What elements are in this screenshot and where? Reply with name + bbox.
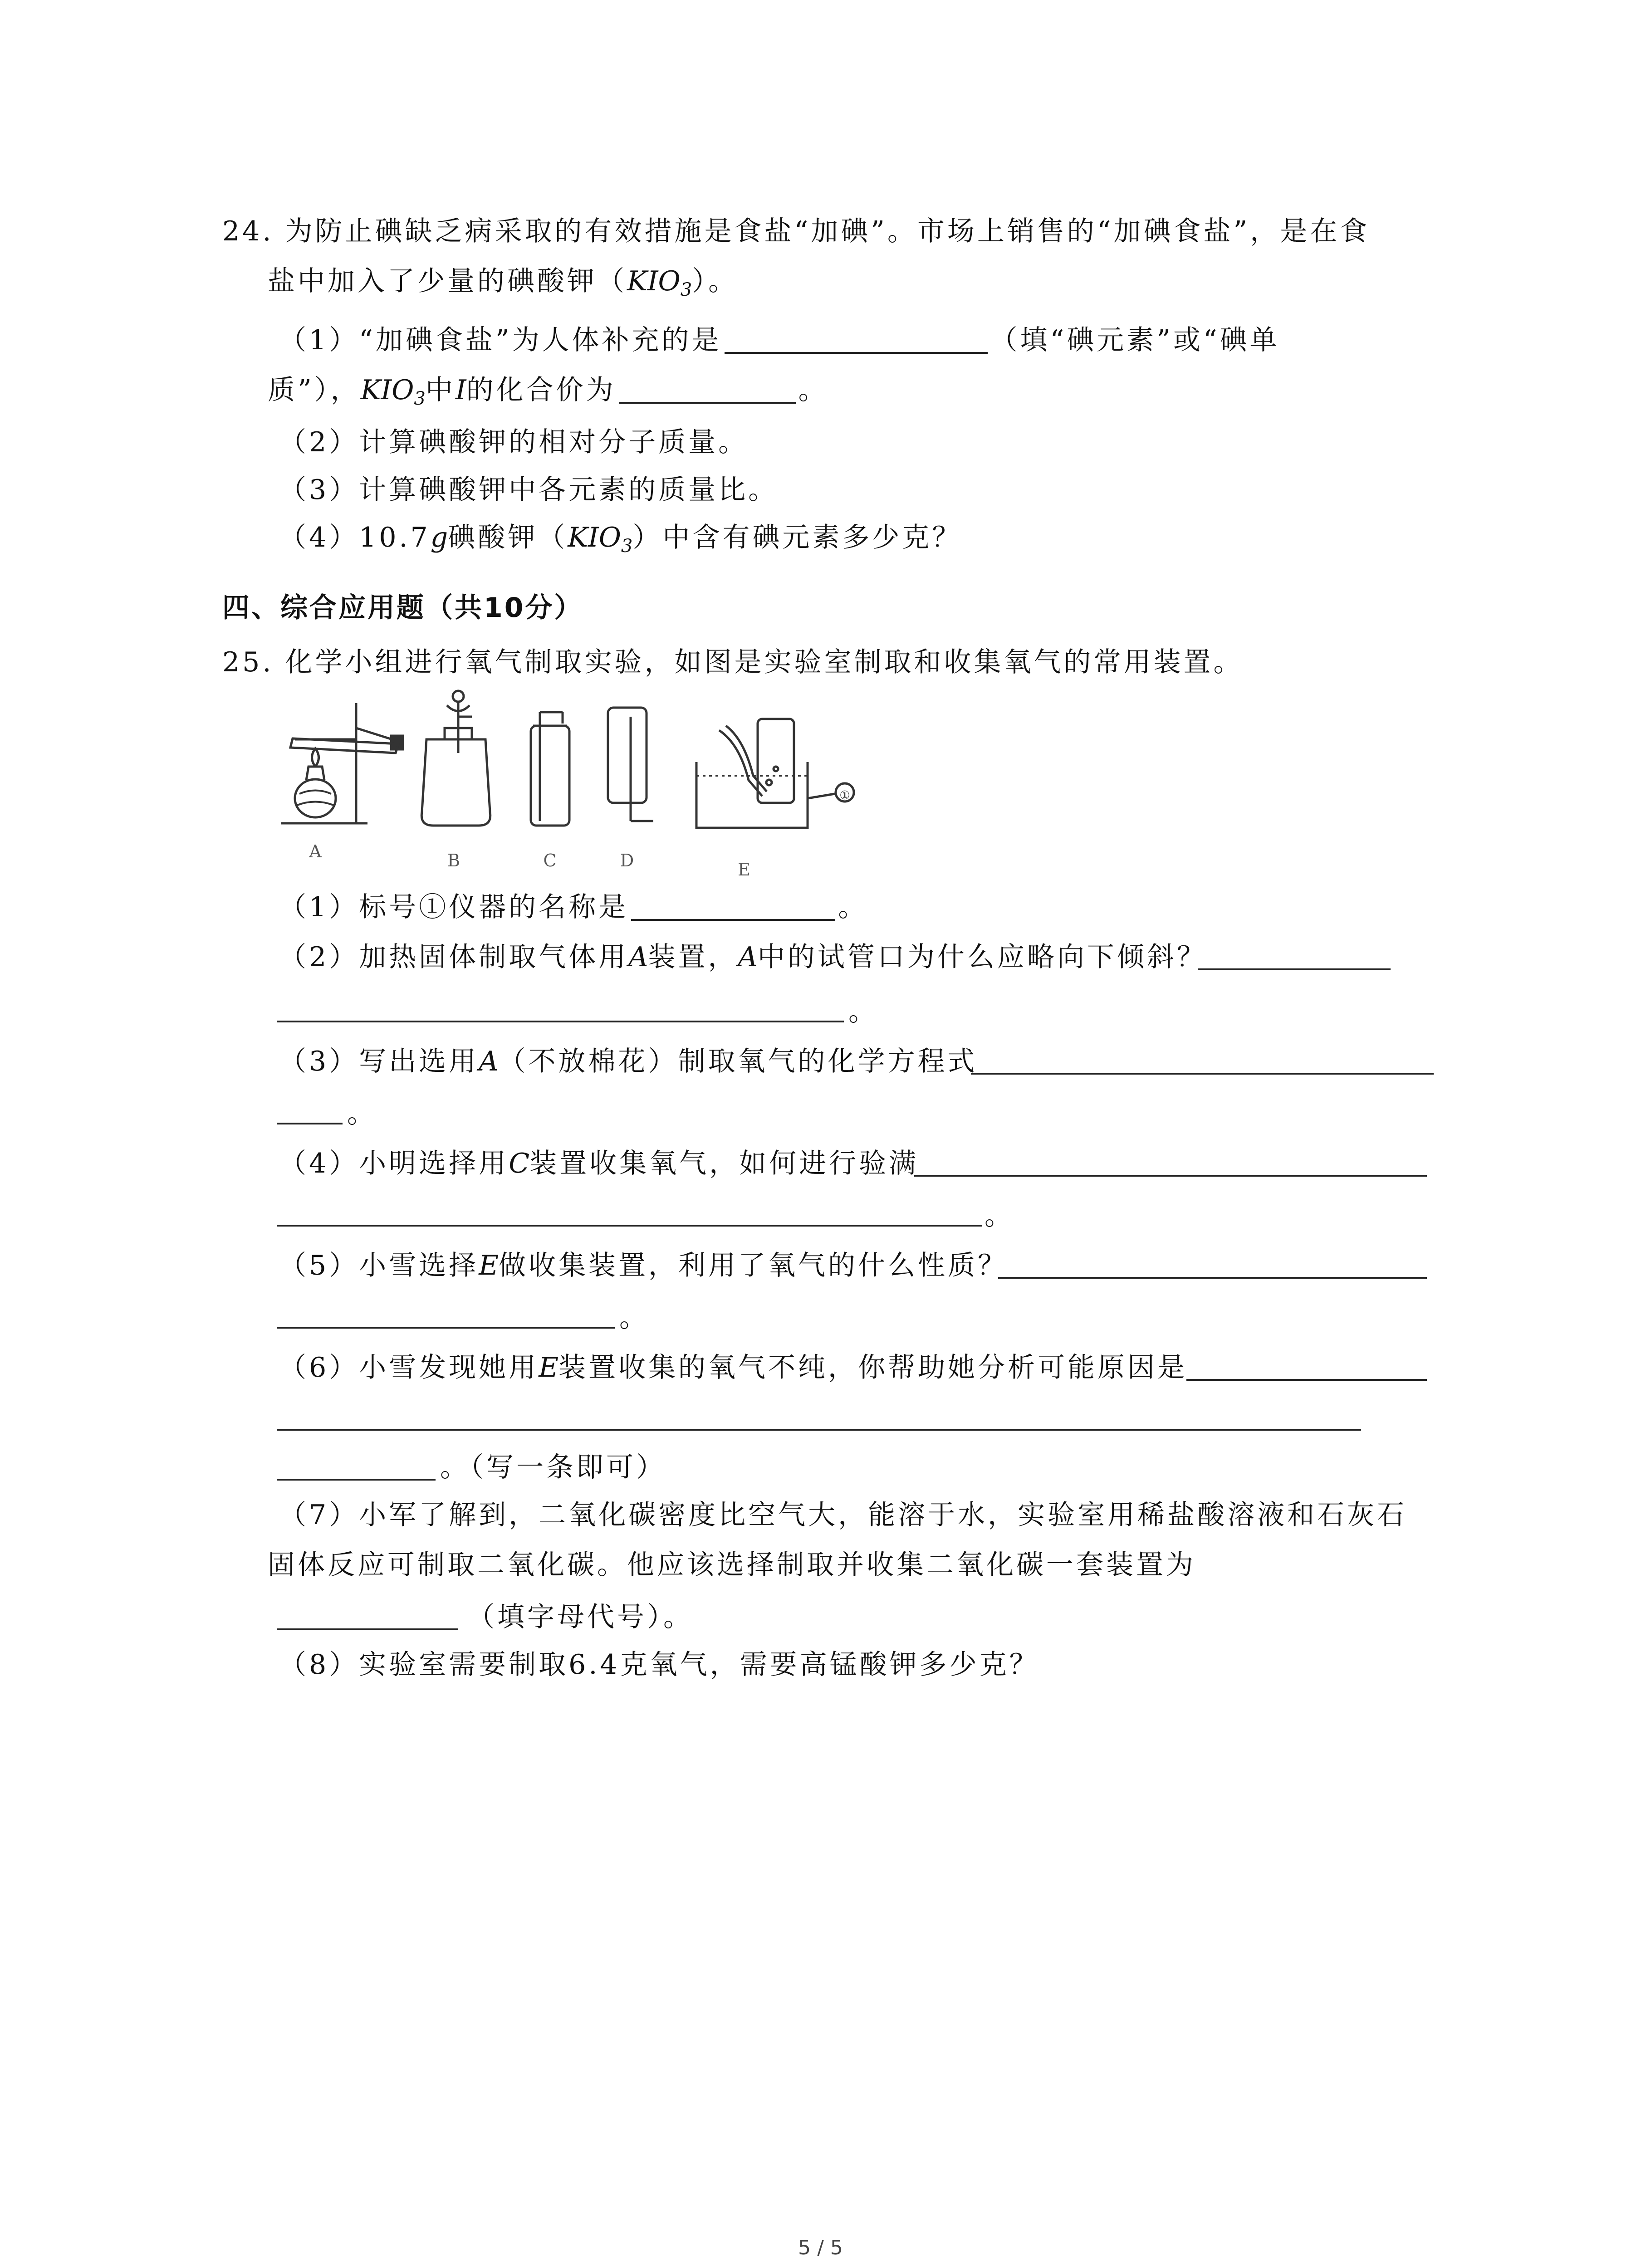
- q25-sub3: （3）写出选用A（不放棉花）制取氧气的化学方程式: [279, 1046, 978, 1077]
- q24-number: 24.: [222, 215, 274, 247]
- q25-sub1-blank[interactable]: [631, 892, 835, 921]
- apparatus-c: [531, 712, 569, 826]
- q25-sub5-blank1[interactable]: [998, 1277, 1427, 1279]
- q24-sub1-line1: （1）“加碘食盐”为人体补充的是 （填“碘元素”或“碘单: [279, 324, 1280, 356]
- q25-number: 25.: [222, 646, 274, 678]
- q24-sub1-line2: 质”），$KIO_3$中I的化合价为 。: [268, 374, 828, 409]
- q25-sub6-blank1[interactable]: [1186, 1379, 1427, 1381]
- q25-sub8: （8）实验室需要制取6.4克氧气，需要高锰酸钾多少克？: [279, 1649, 1039, 1681]
- q25-sub6-blank2[interactable]: [277, 1429, 1361, 1431]
- apparatus-a: [281, 703, 403, 823]
- q25-stem: 25. 化学小组进行氧气制取实验，如图是实验室制取和收集氧气的常用装置。: [222, 646, 1244, 678]
- q25-sub2-blank2[interactable]: [277, 1021, 844, 1022]
- q25-sub4-blank1[interactable]: [914, 1175, 1427, 1177]
- q25-sub4-end: 。: [985, 1200, 1014, 1232]
- q25-sub6: （6）小雪发现她用E装置收集的氧气不纯，你帮助她分析可能原因是: [279, 1352, 1187, 1383]
- q25-sub2-end: 。: [848, 996, 878, 1027]
- figure-label-c: C: [543, 850, 557, 870]
- q25-sub3-end: 。: [347, 1098, 377, 1129]
- q25-sub7-line2: 固体反应可制取二氧化碳。他应该选择制取并收集二氧化碳一套装置为: [268, 1549, 1196, 1581]
- q24-stem-line2: 盐中加入了少量的碘酸钾$(KIO_3)$。: [268, 265, 739, 300]
- q25-sub6-blank3[interactable]: [277, 1479, 436, 1481]
- apparatus-b: [421, 691, 490, 826]
- formula-kio3: $KIO_3$: [360, 374, 426, 409]
- formula-kio3: $KIO_3$: [627, 265, 692, 300]
- q25-sub4: （4）小明选择用C装置收集氧气，如何进行验满: [279, 1148, 919, 1179]
- q24-sub4: （4）10.7g碘酸钾$(KIO_3)$中含有碘元素多少克？: [279, 522, 962, 557]
- formula-kio3: $KIO_3$: [568, 522, 633, 557]
- q25-sub3-blank2[interactable]: [277, 1123, 343, 1124]
- q25-sub5-end: 。: [619, 1302, 649, 1334]
- figure-label-a: A: [309, 841, 322, 861]
- q25-sub2-blank1[interactable]: [1198, 968, 1391, 970]
- q25-sub6-end: 。（写一条即可）: [440, 1452, 666, 1483]
- page-number: 5 / 5: [798, 2236, 843, 2259]
- q24-sub1-blank1[interactable]: [725, 325, 988, 354]
- apparatus-e: [696, 719, 854, 828]
- q25-sub1: （1）标号①仪器的名称是 。: [279, 891, 868, 923]
- q25-sub2-line1: （2）加热固体制取气体用A装置，A中的试管口为什么应略向下倾斜？: [279, 941, 1207, 973]
- figure-label-d: D: [620, 850, 634, 870]
- q25-sub5-blank2[interactable]: [277, 1327, 615, 1329]
- section-heading: 四、综合应用题（共10分）: [222, 592, 583, 624]
- figure-marker: ①: [839, 789, 850, 802]
- q24-sub1-blank2[interactable]: [619, 375, 796, 404]
- figure-label-b: B: [447, 850, 460, 870]
- q25-sub7-end: （填字母代号）。: [467, 1601, 693, 1633]
- q24-stem-text: 为防止碘缺乏病采取的有效措施是食盐“加碘”。市场上销售的“加碘食盐”，是在食: [285, 215, 1370, 247]
- q25-sub5: （5）小雪选择E做收集装置，利用了氧气的什么性质？: [279, 1250, 1008, 1281]
- q24-stem-line1: [222, 213, 1370, 249]
- apparatus-d: [608, 708, 653, 821]
- q25-sub7-line1: （7）小军了解到，二氧化碳密度比空气大，能溶于水，实验室用稀盐酸溶液和石灰石: [279, 1499, 1407, 1531]
- apparatus-figure: [272, 685, 907, 889]
- q24-sub3: （3）计算碘酸钾中各元素的质量比。: [279, 474, 779, 506]
- q25-sub3-blank1[interactable]: [971, 1073, 1434, 1075]
- q25-sub7-blank[interactable]: [277, 1628, 458, 1630]
- q25-sub4-blank2[interactable]: [277, 1225, 982, 1227]
- q24-sub2: （2）计算碘酸钾的相对分子质量。: [279, 426, 749, 458]
- figure-label-e: E: [738, 860, 750, 880]
